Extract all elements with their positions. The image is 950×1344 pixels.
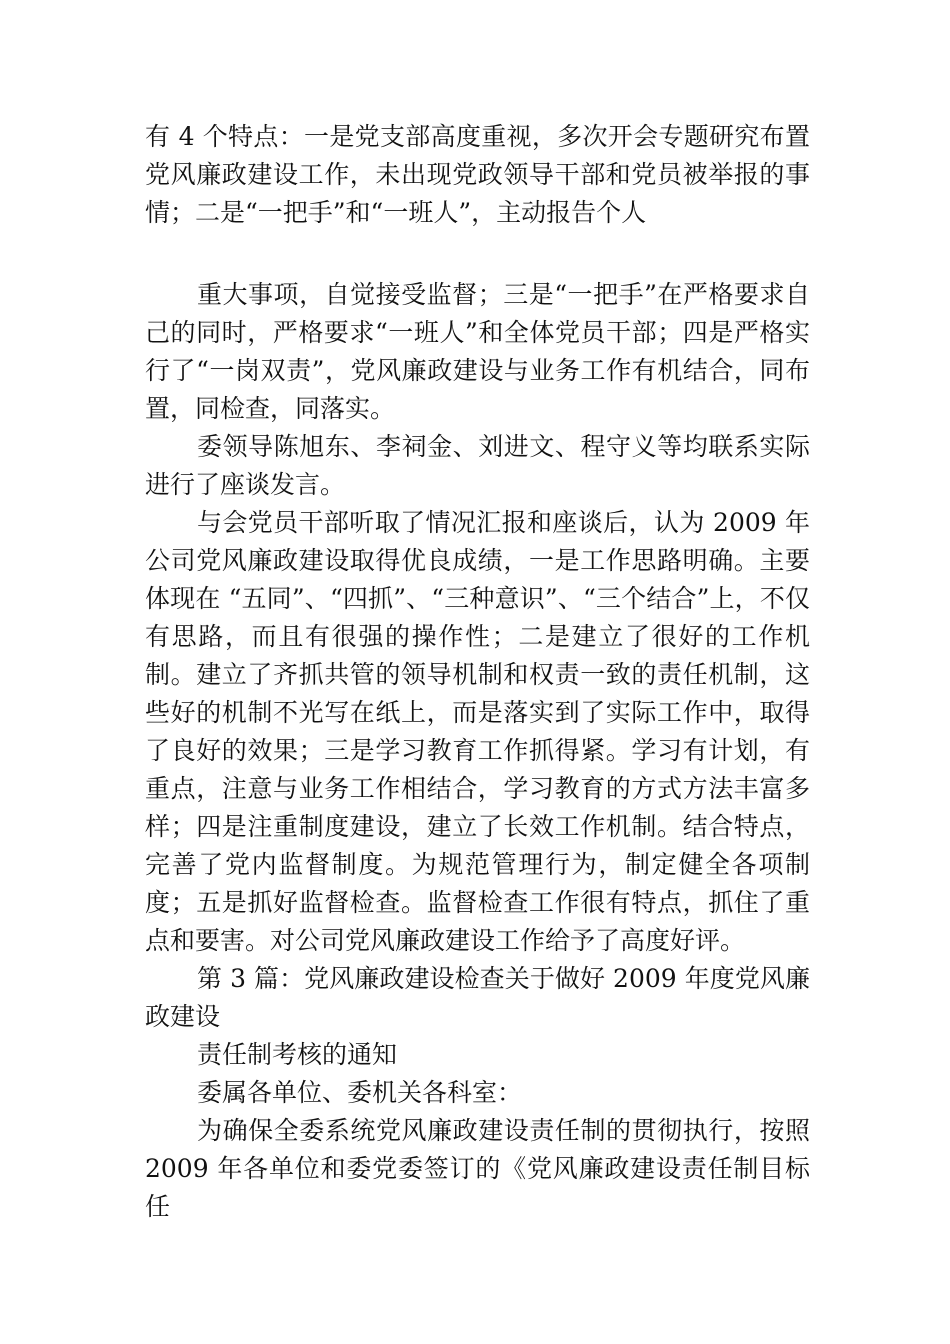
document-body: [145, 118, 810, 1226]
section-subheading: 责任制考核的通知: [197, 1040, 398, 1069]
section-heading: 第 3 篇：党风廉政建设检查关于做好 2009 年度党风廉政建设: [145, 964, 810, 1031]
paragraph-4: 与会党员干部听取了情况汇报和座谈后，认为 2009 年公司党风廉政建设取得优良成绩，一是工作思路明确。主要体现在 “五同”、“四抓”、“三种意识”、“三个结合”上，不仅有思路，而且有很强的操作性；二是建立了很好的工作机制。建立了齐抓共管的领导机制和权责一致的责任机制，这些好的机制不光写在纸上，而是落实到了实际工作中，取得了良好的效果；三是学习教育工作抓得紧。学习有计划，有重点，注意与业务工作相结合，学习教育的方式方法丰富多样；四是注重制度建设，建立了长效工作机制。结合特点，完善了党内监督制度。为规范管理行为，制定健全各项制度；五是抓好监督检查。监督检查工作很有特点，抓住了重点和要害。对公司党风廉政建设工作给予了高度好评。: [145, 508, 810, 955]
salutation: 委属各单位、委机关各科室：: [197, 1078, 523, 1107]
paragraph-body: 为确保全委系统党风廉政建设责任制的贯彻执行，按照 2009 年各单位和委党委签订的《党风廉政建设责任制目标任: [145, 1116, 810, 1221]
paragraph-1: 有 4 个特点：一是党支部高度重视，多次开会专题研究布置党风廉政建设工作，未出现党政领导干部和党员被举报的事情；二是“一把手”和“一班人”，主动报告个人: [145, 122, 810, 227]
paragraph-2: 重大事项，自觉接受监督；三是“一把手”在严格要求自己的同时，严格要求“一班人”和全体党员干部；四是严格实行了“一岗双责”，党风廉政建设与业务工作有机结合，同布置，同检查，同落实。: [145, 280, 810, 423]
paragraph-3: 委领导陈旭东、李祠金、刘进文、程守义等均联系实际进行了座谈发言。: [145, 432, 810, 499]
